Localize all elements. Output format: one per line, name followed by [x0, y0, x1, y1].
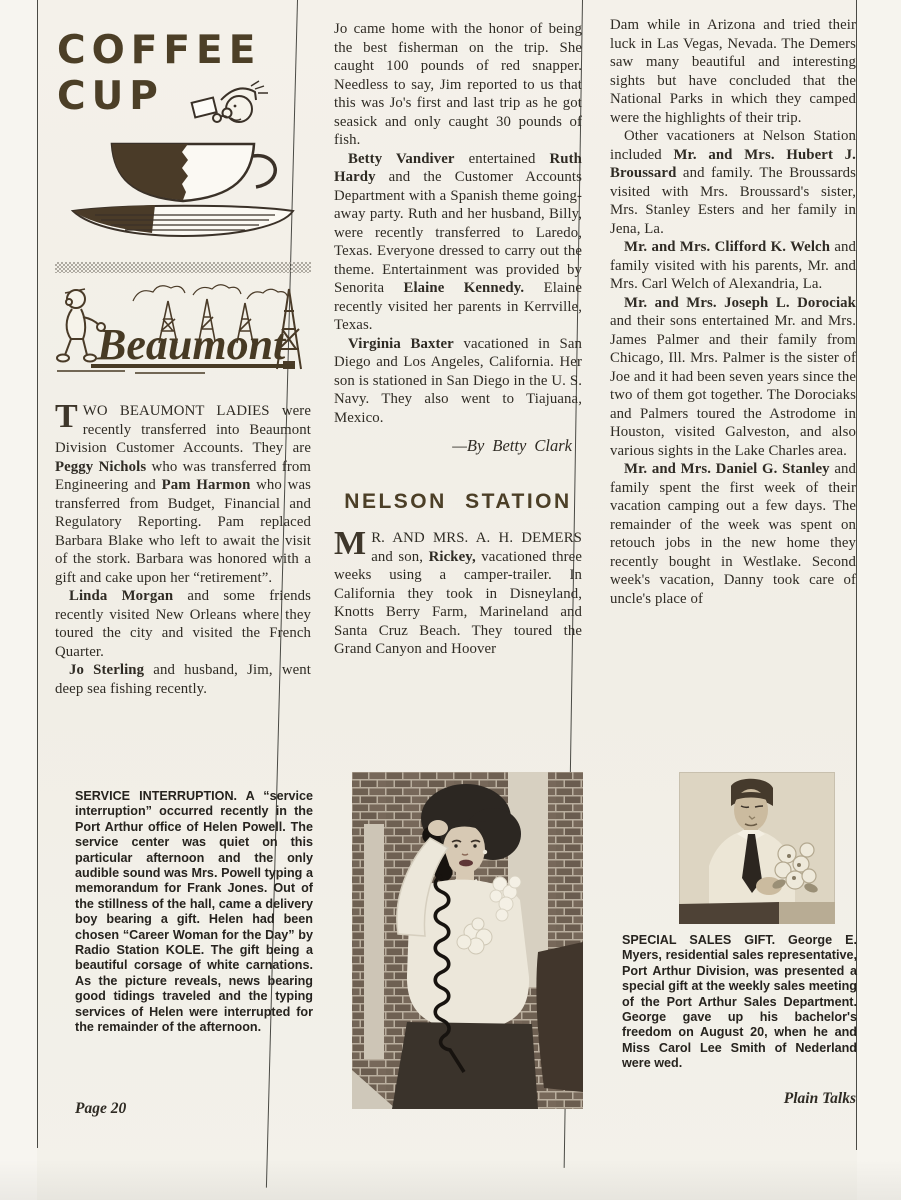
chair-back	[536, 942, 583, 1092]
page-right-margin	[857, 0, 901, 1200]
column-1	[55, 28, 311, 698]
beaumont-section-logo	[55, 281, 311, 379]
smoke-clouds-icon	[133, 285, 288, 301]
paragraph: Mr. and Mrs. Clifford K. Welch and family visited with his parents, Mr. and Mrs. Carl Welch of Alexandria, La.	[610, 239, 857, 292]
paragraph: Betty Vandiver entertained Ruth Hardy and the Customer Accounts Department with a Spanish theme going-away party. Ruth and her husband, Billy, were recently transferred to Laredo, Texas. Everyone dressed to carry out the theme. Entertainment was provided by Senorita Elaine Kennedy. Elaine recently visited her parents in Kerrville, Texas.	[334, 150, 582, 333]
paragraph: Linda Morgan and some friends recently visited New Orleans where they toured the city and visited the French Quarter.	[55, 588, 311, 660]
coffee-cup-masthead	[55, 28, 311, 256]
coffee-cup-title	[57, 28, 261, 120]
paragraph: Other vacationers at Nelson Station included Mr. and Mrs. Hubert J. Broussard and family. The Broussards visited with Mrs. Broussard's sister, Mrs. Stanley Esters and her family in Jena, La.	[610, 128, 856, 237]
nelson-station-heading: NELSON STATION	[344, 490, 572, 513]
coffee-cup-icon	[112, 144, 275, 201]
paragraph: Jo came home with the honor of being the best fisherman on the trip. She caught 100 pounds of red snapper. Needless to say, Jim reported to us that this was Jo's first and last trip as he got seasick and only caught 30 pounds of fish.	[334, 21, 582, 148]
paragraph: Mr. and Mrs. Daniel G. Stanley and family spent the first week of their vacation camping out a few days. The remainder of the week was spent on retouch jobs in the new home they recently bought in Westlake. Second week's vacation, Danny took care of uncle's place of	[610, 461, 856, 607]
page-bottom-edge	[0, 1160, 901, 1200]
special-sales-gift-caption: SPECIAL SALES GIFT. George E. Myers, residential sales representative, Port Arthur Division, was presented a special gift at the weekly sales meeting of the Port Arthur Sales Department. George gave up his bachelor's freedom on August 20, when he and Miss Carol Lee Smith of Nederland were wed.	[622, 933, 857, 1071]
paragraph: Virginia Baxter vacationed in San Diego and Los Angeles, California. Her son is stationed in San Diego in the U. S. Navy. They also went to Tiajuana, Mexico.	[334, 335, 582, 426]
paragraph: Mr. and Mrs. Joseph L. Dorociak and their sons entertained Mr. and Mrs. James Palmer and their family from Chicago, Ill. Mrs. Palmer is the sister of Joe and it had been seven years since the two of them got together. The Dorociaks and Palmers toured the Astrodome in Houston, visited Galveston, and also various sights in the Lake Charles area.	[610, 294, 856, 459]
article-byline: —By Betty Clark	[452, 436, 572, 455]
saucer-icon	[73, 205, 293, 236]
coffee-title-line1: COFFEE	[57, 28, 262, 73]
magazine-name: Plain Talks	[783, 1090, 856, 1107]
nelson-station-article-continued	[610, 16, 856, 608]
service-interruption-caption: SERVICE INTERRUPTION. A “service interruption” occurred recently in the Port Arthur office of Helen Powell. The service center was quiet on this particular afternoon and the only audible sound was Mrs. Powell typing a memorandum for Frank Jones. Out of the stillness of the hall, came a delivery boy bearing a gift. Helen had been chosen “Career Woman for the Day” by Radio Station KOLE. The gift being a beautiful corsage of white carnations. As the picture reveals, news bearing good tidings traveled and the typing services of Helen were interrupted for the remainder of the afternoon.	[75, 789, 313, 1035]
photo-man-with-gift	[679, 772, 835, 924]
stipple-divider	[55, 262, 311, 273]
paragraph: Jo Sterling and husband, Jim, went deep sea fishing recently.	[55, 662, 311, 697]
page-number: Page 20	[75, 1100, 127, 1117]
paragraph: M R. AND MRS. A. H. DEMERS and son, Rickey, vacationed three weeks using a camper-trailer. In California they took in Disneyland, Knotts Berry Farm, Marineland and Santa Cruz Beach. They toured the Grand Canyon and Hoover	[334, 525, 582, 657]
beaumont-logo-text: Beaumont	[97, 320, 286, 369]
column-2	[334, 20, 582, 659]
page-border-rule-left	[37, 0, 38, 1148]
page-left-margin	[0, 0, 37, 1200]
paragraph: TWO BEAUMONT LADIES were recently transferred into Beaumont Division Customer Accounts. They are Peggy Nichols who was transferred from Engineering and Pam Harmon who was transferred from Budget, Financial and Regulatory Reporting. Pam replaced Barbara Blake who left to await the visit of the stork. Barbara was honored with a gift and cake upon her “retirement”.	[55, 398, 311, 586]
beaumont-article	[55, 398, 311, 698]
beaumont-article-continued	[334, 20, 582, 427]
nelson-station-article	[334, 525, 582, 659]
photo-woman-on-phone	[352, 772, 583, 1109]
drop-cap: T	[55, 398, 78, 435]
paragraph: Dam while in Arizona and tried their luck in Las Vegas, Nevada. The Demers saw many beautiful and interesting sights but have concluded that the National Parks in which they camped were the highlights of their trip.	[610, 17, 856, 126]
column-3	[610, 16, 856, 608]
wall-column	[364, 824, 384, 1059]
desk-edge	[679, 902, 781, 924]
coffee-title-line2: CUP	[57, 74, 164, 119]
ground-lines	[57, 371, 205, 373]
drop-cap: M	[334, 525, 367, 562]
